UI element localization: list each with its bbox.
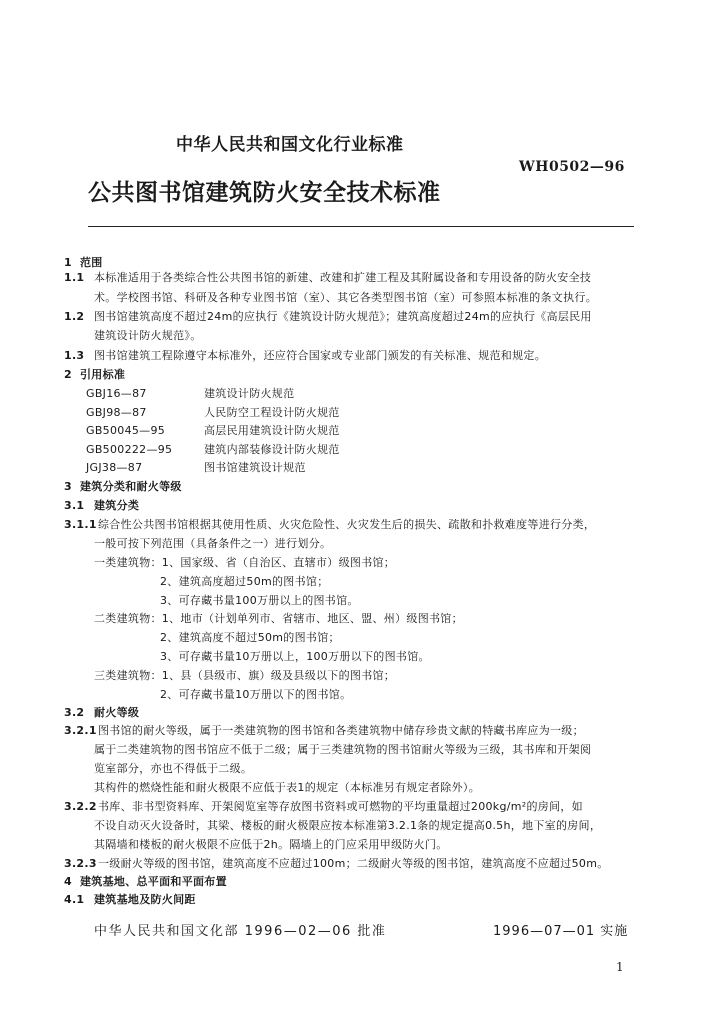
line-text: 综合性公共图书馆根据其使用性质、火灾危险性、火灾发生后的损失、疏散和扑救难度等进行分类， bbox=[98, 518, 596, 531]
page-number: 1 bbox=[616, 960, 624, 974]
section-number: 3.2.3 bbox=[64, 857, 97, 870]
line-text: 建筑设计防火规范》。 bbox=[94, 329, 202, 342]
line-text: 3、可存藏书量100万册以上的图书馆。 bbox=[160, 594, 359, 607]
line-text: 览室部分，亦也不得低于二级。 bbox=[94, 762, 253, 775]
line-text: 属于二类建筑物的图书馆应不低于二级；属于三类建筑物的图书馆耐火等级为三级，其书库和开架阅 bbox=[94, 743, 592, 756]
section-number: 4.1 bbox=[64, 893, 85, 906]
line-text: 图书馆的耐火等级，属于一类建筑物的图书馆和各类建筑物中储存珍贵文献的特藏书库应为一级； bbox=[98, 724, 584, 737]
line-text: 耐火等级 bbox=[94, 706, 140, 719]
referenced-standard-title: 建筑设计防火规范 bbox=[204, 387, 295, 400]
title-divider bbox=[88, 226, 634, 227]
section-number: 3 bbox=[64, 480, 72, 493]
section-number: 1.3 bbox=[64, 349, 85, 362]
line-text: GB50045—95 bbox=[86, 424, 166, 437]
line-text: 一类建筑物：1、国家级、省（自治区、直辖市）级图书馆； bbox=[94, 556, 396, 569]
section-number: 3.2.2 bbox=[64, 800, 97, 813]
line-text: 范围 bbox=[80, 256, 103, 269]
line-text: 建筑分类和耐火等级 bbox=[80, 480, 182, 493]
referenced-standard-title: 图书馆建筑设计规范 bbox=[204, 461, 306, 474]
line-text: 3、可存藏书量10万册以上，100万册以下的图书馆。 bbox=[160, 650, 430, 663]
approval-line: 中华人民共和国文化部 1996—02—06 批准 bbox=[94, 924, 387, 939]
effective-date: 1996—07—01 实施 bbox=[493, 924, 629, 939]
line-text: 图书馆建筑高度不超过24m的应执行《建筑设计防火规范》；建筑高度超过24m的应执行《高层民用 bbox=[94, 310, 592, 323]
line-text: GB500222—95 bbox=[86, 443, 173, 456]
referenced-standard-title: 人民防空工程设计防火规范 bbox=[204, 406, 340, 419]
section-number: 3.2.1 bbox=[64, 724, 97, 737]
line-text: 其构件的燃烧性能和耐火极限不应低于表1的规定（本标准另有规定者除外）。 bbox=[94, 781, 480, 794]
line-text: 图书馆建筑工程除遵守本标准外，还应符合国家或专业部门颁发的有关标准、规范和规定。 bbox=[94, 349, 546, 362]
line-text: 引用标准 bbox=[80, 368, 126, 381]
line-text: GBJ16—87 bbox=[86, 387, 147, 400]
line-text: 其隔墙和楼板的耐火极限不应低于2h。隔墙上的门应采用甲级防火门。 bbox=[94, 838, 448, 851]
section-number: 1.2 bbox=[64, 310, 85, 323]
section-number: 2 bbox=[64, 368, 72, 381]
line-text: 建筑基地及防火间距 bbox=[94, 893, 196, 906]
line-text: 一级耐火等级的图书馆，建筑高度不应超过100m；二级耐火等级的图书馆，建筑高度不应超过50m。 bbox=[98, 857, 609, 870]
line-text: 2、建筑高度超过50m的图书馆； bbox=[160, 575, 329, 588]
section-number: 3.1.1 bbox=[64, 518, 97, 531]
line-text: 二类建筑物：1、地市（计划单列市、省辖市、地区、盟、州）级图书馆； bbox=[94, 612, 463, 625]
line-text: 不设自动灭火设备时，其梁、楼板的耐火极限应按本标准第3.2.1条的规定提高0.5h，地下室的房间， bbox=[94, 819, 602, 832]
line-text: 本标准适用于各类综合性公共图书馆的新建、改建和扩建工程及其附属设备和专用设备的防火安全技 bbox=[94, 271, 592, 284]
section-number: 3.2 bbox=[64, 706, 85, 719]
line-text: GBJ98—87 bbox=[86, 406, 147, 419]
line-text: 一般可按下列范围（具备条件之一）进行划分。 bbox=[94, 537, 332, 550]
line-text: 建筑基地、总平面和平面布置 bbox=[80, 875, 227, 888]
line-text: 书库、非书型资料库、开架阅览室等存放图书资料或可燃物的平均重量超过200kg/m²的房间，如 bbox=[98, 800, 583, 813]
standard-category: 中华人民共和国文化行业标准 bbox=[176, 135, 404, 155]
section-number: 4 bbox=[64, 875, 72, 888]
referenced-standard-title: 高层民用建筑设计防火规范 bbox=[204, 424, 340, 437]
section-number: 3.1 bbox=[64, 499, 85, 512]
referenced-standard-title: 建筑内部装修设计防火规范 bbox=[204, 443, 340, 456]
line-text: 建筑分类 bbox=[94, 499, 140, 512]
page-title: 公共图书馆建筑防火安全技术标准 bbox=[88, 180, 441, 206]
section-number: 1.1 bbox=[64, 271, 85, 284]
line-text: JGJ38—87 bbox=[86, 461, 143, 474]
section-number: 1 bbox=[64, 256, 72, 269]
line-text: 术。学校图书馆、科研及各种专业图书馆（室）、其它各类型图书馆（室）可参照本标准的条文执行。 bbox=[94, 291, 597, 304]
line-text: 2、可存藏书量10万册以下的图书馆。 bbox=[160, 688, 352, 701]
line-text: 2、建筑高度不超过50m的图书馆； bbox=[160, 631, 340, 644]
line-text: 三类建筑物：1、县（县级市、旗）级及县级以下的图书馆； bbox=[94, 669, 396, 682]
standard-code: WH0502—96 bbox=[519, 159, 625, 175]
